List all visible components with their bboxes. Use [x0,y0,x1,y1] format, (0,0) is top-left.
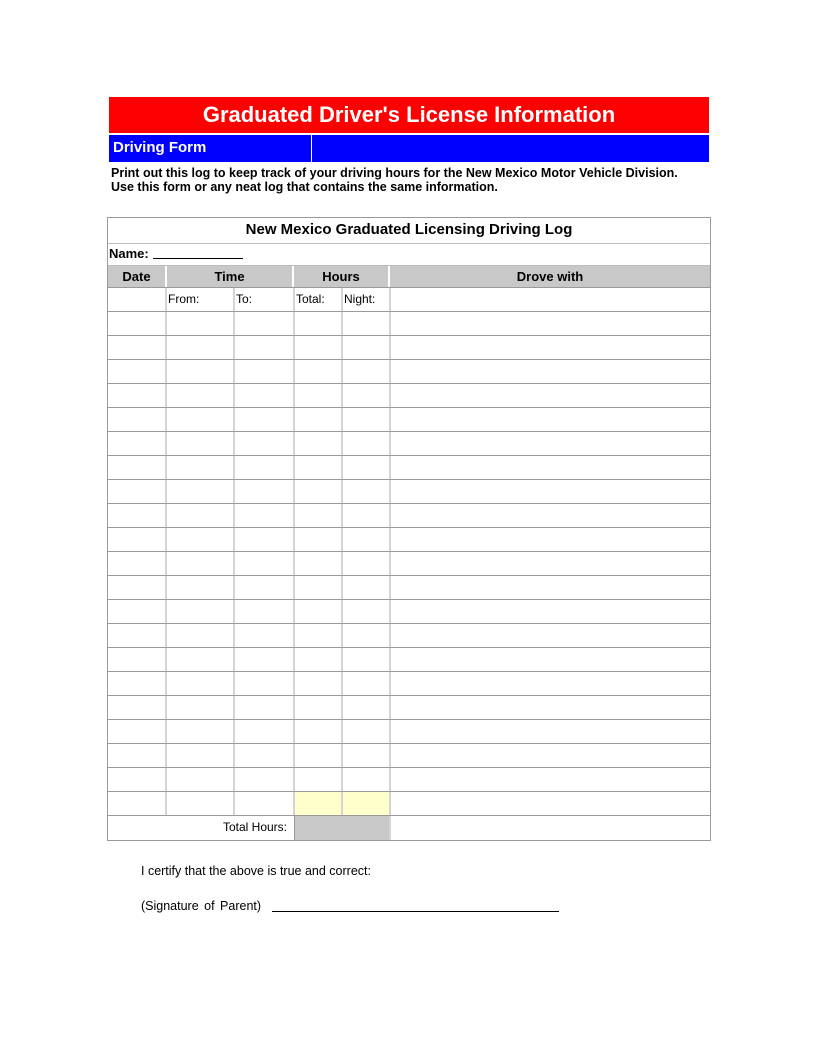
name-row [108,244,710,266]
cell-to[interactable] [235,696,295,719]
table-row [108,720,710,744]
cell-from[interactable] [167,768,235,791]
cell-night[interactable] [343,384,391,407]
cell-date[interactable] [108,624,167,647]
intro-text: Print out this log to keep track of your driving hours for the New Mexico Motor Vehicle Division. Use this form or any neat log that contains the same information. [111,166,678,194]
cell-to[interactable] [235,552,295,575]
table-row [108,456,710,480]
total-hours-row [108,816,710,840]
total-hours-blank [391,816,710,840]
cell-from[interactable] [167,312,235,335]
log-title: New Mexico Graduated Licensing Driving Log [108,218,710,244]
cell-total[interactable] [295,480,343,503]
cell-drove[interactable] [391,432,710,455]
cell-total[interactable] [295,552,343,575]
cell-to[interactable] [235,504,295,527]
cell-drove[interactable] [391,456,710,479]
name-label: Name: [109,246,149,261]
cell-drove[interactable] [391,672,710,695]
cell-drove[interactable] [391,768,710,791]
subheader-night: Night: [343,288,391,311]
cell-date[interactable] [108,312,167,335]
cell-to[interactable] [235,600,295,623]
table-row [108,552,710,576]
cell-night[interactable] [343,600,391,623]
cell-to[interactable] [235,648,295,671]
table-row [108,624,710,648]
cell-from[interactable] [167,624,235,647]
subheader-total: Total: [295,288,343,311]
cell-drove[interactable] [391,624,710,647]
cell-night[interactable] [343,432,391,455]
cell-drove[interactable] [391,696,710,719]
subheader-from: From: [167,288,235,311]
cell-to[interactable] [235,336,295,359]
total-hours-cell [295,816,391,840]
col-header-drove-with: Drove with [516,269,584,284]
cell-to[interactable] [235,360,295,383]
cell-night[interactable] [343,672,391,695]
col-header-hours: Hours [294,266,390,287]
cell-night[interactable] [343,312,391,335]
cell-drove[interactable] [391,504,710,527]
cell-to[interactable] [235,480,295,503]
cell-night[interactable] [343,552,391,575]
cell-date[interactable] [108,696,167,719]
cell-night[interactable] [343,648,391,671]
cell-from[interactable] [167,648,235,671]
table-row [108,408,710,432]
cell-date[interactable] [108,648,167,671]
table-row [108,672,710,696]
table-row [108,696,710,720]
cell-to[interactable] [235,432,295,455]
cell-to[interactable] [235,384,295,407]
table-row [108,600,710,624]
cell-total[interactable] [295,600,343,623]
form-title: Graduated Driver's License Information [109,97,709,133]
log-rows [108,312,710,816]
cell-to[interactable] [235,768,295,791]
cell-drove[interactable] [391,720,710,743]
cell-night[interactable] [343,696,391,719]
cell-to[interactable] [235,576,295,599]
cell-date[interactable] [108,432,167,455]
driving-log [107,217,711,841]
cell-drove-with[interactable] [391,288,710,311]
cell-from[interactable] [167,456,235,479]
cell-night[interactable] [343,576,391,599]
form-subtitle: Driving Form [109,135,312,162]
cell-night[interactable] [343,720,391,743]
table-row [108,744,710,768]
col-header-date: Date [108,266,167,287]
cell-drove[interactable] [391,576,710,599]
cell-from[interactable] [167,432,235,455]
cell-drove[interactable] [391,600,710,623]
cell-date[interactable] [108,672,167,695]
cell-to[interactable] [235,408,295,431]
cell-date[interactable] [108,360,167,383]
cell-from[interactable] [167,744,235,767]
cell-total[interactable] [295,504,343,527]
cell-total[interactable] [295,528,343,551]
cell-night[interactable] [343,528,391,551]
subtitle-bar [109,135,709,162]
cell-from[interactable] [167,600,235,623]
cell-from[interactable] [167,720,235,743]
cell-night[interactable] [343,480,391,503]
cell-date[interactable] [108,384,167,407]
name-input-line[interactable] [153,246,243,259]
cell-total[interactable] [295,792,343,815]
header-row [108,266,710,288]
cell-drove[interactable] [391,792,710,815]
cell-from[interactable] [167,360,235,383]
subheader-to: To: [235,288,295,311]
cell-from[interactable] [167,696,235,719]
cell-night[interactable] [343,336,391,359]
col-header-time: Time [167,266,294,287]
cell-total[interactable] [295,384,343,407]
cell-from[interactable] [167,384,235,407]
cell-from[interactable] [167,504,235,527]
cell-to[interactable] [235,528,295,551]
table-row [108,576,710,600]
cell-total[interactable] [295,576,343,599]
table-row [108,384,710,408]
cell-date[interactable] [108,744,167,767]
cell-to[interactable] [235,456,295,479]
cell-total[interactable] [295,648,343,671]
cell-total[interactable] [295,336,343,359]
table-row [108,792,710,816]
cell-total[interactable] [295,432,343,455]
subheader-row [108,288,710,312]
cell-drove[interactable] [391,528,710,551]
signature-line[interactable] [272,911,559,912]
cell-total[interactable] [295,720,343,743]
cell-from[interactable] [167,408,235,431]
cell-date[interactable] [108,792,167,815]
cell-night[interactable] [343,408,391,431]
cell-night[interactable] [343,504,391,527]
cell-from[interactable] [167,528,235,551]
total-hours-label: Total Hours: [108,816,295,840]
certify-text: I certify that the above is true and correct: [141,864,371,878]
cell-night[interactable] [343,624,391,647]
cell-date[interactable] [108,456,167,479]
cell-from[interactable] [167,672,235,695]
cell-to[interactable] [235,792,295,815]
cell-total[interactable] [295,360,343,383]
cell-drove[interactable] [391,408,710,431]
cell-date[interactable] [108,288,167,311]
cell-night[interactable] [343,792,391,815]
cell-total[interactable] [295,408,343,431]
cell-date[interactable] [108,720,167,743]
cell-to[interactable] [235,624,295,647]
table-row [108,768,710,792]
table-row [108,528,710,552]
cell-to[interactable] [235,744,295,767]
cell-from[interactable] [167,552,235,575]
cell-drove[interactable] [391,312,710,335]
cell-total[interactable] [295,456,343,479]
cell-to[interactable] [235,672,295,695]
cell-date[interactable] [108,768,167,791]
cell-total[interactable] [295,624,343,647]
cell-drove[interactable] [391,336,710,359]
cell-date[interactable] [108,552,167,575]
cell-from[interactable] [167,792,235,815]
cell-total[interactable] [295,312,343,335]
cell-date[interactable] [108,600,167,623]
table-row [108,336,710,360]
table-row [108,504,710,528]
cell-date[interactable] [108,408,167,431]
table-row [108,480,710,504]
cell-drove[interactable] [391,744,710,767]
cell-date[interactable] [108,480,167,503]
cell-drove[interactable] [391,360,710,383]
cell-date[interactable] [108,528,167,551]
cell-total[interactable] [295,696,343,719]
table-row [108,312,710,336]
cell-night[interactable] [343,744,391,767]
cell-date[interactable] [108,504,167,527]
cell-date[interactable] [108,576,167,599]
table-row [108,648,710,672]
signature-label: (Signature of Parent) [141,899,262,913]
cell-drove[interactable] [391,480,710,503]
table-row [108,360,710,384]
log-grid [108,266,710,840]
cell-total[interactable] [295,672,343,695]
cell-drove[interactable] [391,384,710,407]
cell-night[interactable] [343,768,391,791]
cell-from[interactable] [167,576,235,599]
table-row [108,432,710,456]
cell-from[interactable] [167,336,235,359]
cell-night[interactable] [343,360,391,383]
cell-drove[interactable] [391,648,710,671]
cell-drove[interactable] [391,552,710,575]
cell-to[interactable] [235,312,295,335]
cell-total[interactable] [295,768,343,791]
cell-date[interactable] [108,336,167,359]
cell-to[interactable] [235,720,295,743]
cell-total[interactable] [295,744,343,767]
cell-from[interactable] [167,480,235,503]
cell-night[interactable] [343,456,391,479]
